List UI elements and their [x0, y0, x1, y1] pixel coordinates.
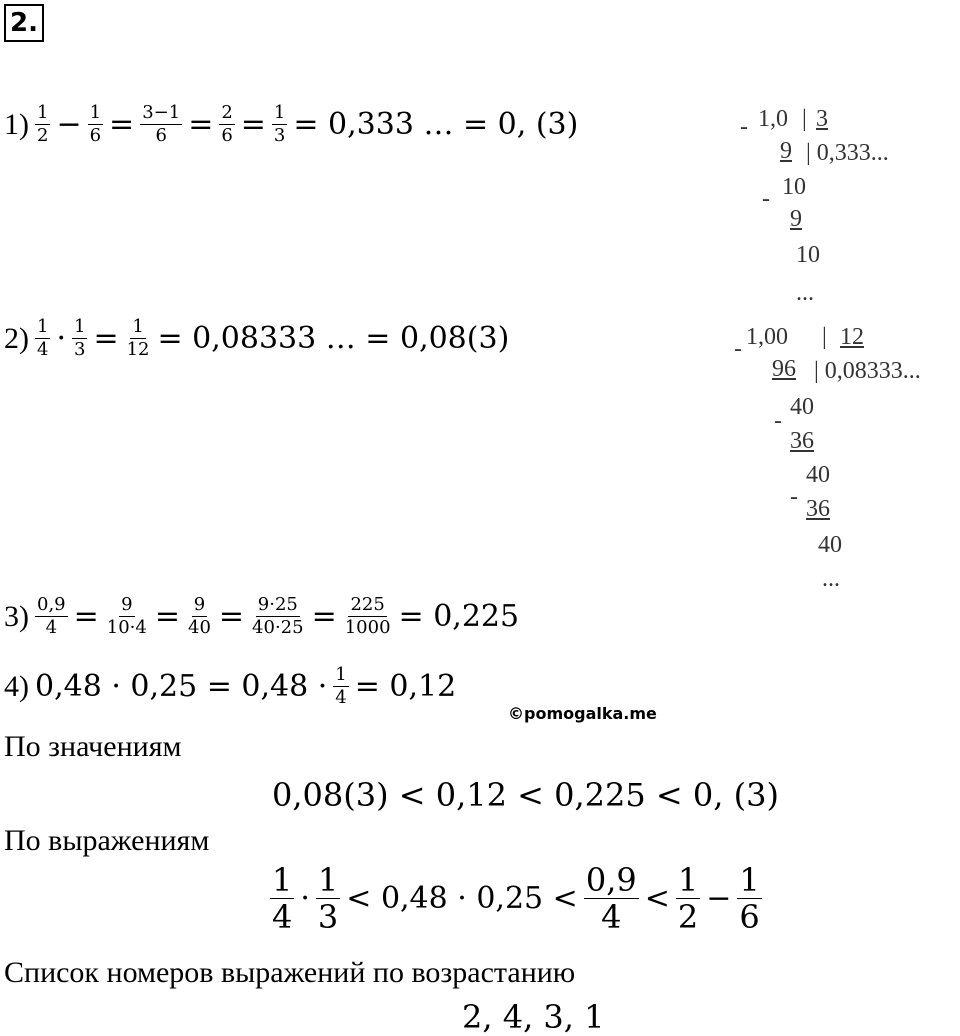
math-operator: = 0,333 … = 0, (3) [293, 107, 579, 142]
div1-bar: | [802, 106, 807, 132]
fraction-denominator: 1000 [344, 617, 391, 638]
fraction [140, 104, 182, 145]
div1-dividend: 1,0 [758, 106, 788, 132]
fraction-denominator: 4 [601, 898, 622, 936]
math-operator: = [311, 599, 337, 634]
fraction [584, 861, 639, 936]
fraction-numerator: 1 [317, 861, 339, 899]
fraction-denominator: 2 [677, 898, 699, 936]
div1-sub1: 9 [780, 138, 792, 164]
fraction-numerator: 1 [273, 102, 286, 123]
item-label: 4) [4, 669, 29, 703]
fraction-numerator: 9·25 [257, 594, 298, 615]
fraction [35, 596, 68, 637]
fraction-numerator: 9 [193, 594, 206, 615]
fraction-denominator: 6 [221, 125, 233, 146]
expression-4 [4, 666, 456, 707]
fraction-numerator: 0,9 [37, 594, 66, 615]
div2-sub3: 36 [806, 496, 830, 522]
div2-divisor: 12 [840, 324, 864, 350]
fraction-numerator: 1 [335, 664, 347, 685]
task-number: 2. [4, 4, 44, 42]
watermark-text: ©pomogalka.me [508, 704, 657, 723]
fraction-numerator: 1 [272, 861, 293, 899]
fraction-denominator: 12 [126, 339, 150, 360]
fraction-numerator: 1 [37, 102, 49, 123]
div1-rem1-minus: - [762, 186, 770, 212]
div2-rem2: 40 [806, 462, 830, 488]
fraction [737, 861, 761, 936]
fraction-numerator: 1 [37, 316, 49, 337]
order-value: 2, 4, 3, 1 [462, 998, 605, 1036]
fraction-numerator: 2 [221, 102, 233, 123]
math-operator: = [93, 321, 119, 356]
fraction-denominator: 3 [317, 898, 339, 936]
fraction [676, 861, 700, 936]
div1-dots: ... [796, 280, 814, 306]
fraction-numerator: 1 [677, 861, 699, 899]
math-operator: = [218, 599, 245, 634]
fraction [125, 318, 152, 359]
fraction-denominator: 6 [739, 898, 760, 936]
fraction-denominator: 6 [155, 125, 167, 146]
by-expressions-expression [270, 861, 762, 936]
fraction-numerator: 0,9 [585, 861, 637, 899]
math-operator: 0,48 · 0,25 = 0,48 · [35, 669, 328, 704]
math-operator: = [73, 599, 99, 634]
fraction [72, 318, 87, 359]
fraction-numerator: 3−1 [142, 102, 181, 123]
div1-minus: - [740, 114, 748, 140]
div2-dots: ... [822, 566, 840, 592]
fraction-numerator: 9 [121, 594, 133, 615]
math-operator: = [188, 107, 214, 142]
div1-rem1: 10 [782, 174, 806, 200]
fraction [333, 666, 348, 707]
fraction-denominator: 10·4 [106, 617, 147, 638]
div2-rem2-minus: - [790, 484, 798, 510]
math-operator: · [300, 881, 310, 916]
fraction-numerator: 225 [350, 594, 385, 615]
div2-quotient: | 0,08333... [814, 358, 921, 384]
item-label: 2) [4, 321, 29, 355]
math-operator: = [240, 107, 266, 142]
fraction [219, 104, 234, 145]
div1-divisor: 3 [816, 106, 828, 132]
fraction [270, 861, 294, 936]
math-operator: < [644, 881, 670, 916]
math-operator: = [154, 599, 180, 634]
expression-3 [4, 596, 519, 637]
fraction-numerator: 1 [89, 102, 102, 123]
div2-rem1: 40 [790, 394, 814, 420]
div2-dividend: 1,00 [746, 324, 788, 350]
div2-rem3: 40 [818, 532, 842, 558]
fraction-numerator: 1 [74, 316, 86, 337]
fraction-numerator: 1 [739, 861, 760, 899]
math-operator: < 0,48 · 0,25 < [346, 881, 578, 916]
item-label: 3) [4, 599, 29, 633]
math-operator: · [56, 321, 66, 356]
math-operator: = [109, 107, 135, 142]
div2-rem1-minus: - [774, 408, 782, 434]
fraction [250, 596, 306, 637]
expression-2 [4, 318, 509, 359]
fraction-denominator: 3 [273, 125, 286, 146]
math-operator: − [706, 881, 732, 916]
fraction [88, 104, 103, 145]
div2-sub1: 96 [772, 356, 796, 382]
fraction-denominator: 40·25 [252, 617, 304, 638]
div1-quotient: | 0,333... [806, 140, 889, 166]
math-operator: = 0,12 [354, 669, 457, 704]
div1-rem2: 10 [796, 242, 820, 268]
by-expressions-heading: По выражениям [4, 824, 210, 857]
by-values-expression: 0,08(3) < 0,12 < 0,225 < 0, (3) [272, 776, 779, 814]
fraction-denominator: 4 [37, 339, 49, 360]
by-values-heading: По значениям [4, 730, 182, 763]
div2-minus: - [734, 336, 742, 362]
fraction [35, 104, 50, 145]
fraction-denominator: 6 [89, 125, 102, 146]
math-operator: = 0,08333 … = 0,08(3) [157, 321, 510, 356]
math-operator: − [56, 107, 82, 142]
div1-sub2: 9 [790, 206, 802, 232]
fraction-numerator: 1 [132, 316, 144, 337]
fraction-denominator: 40 [188, 617, 211, 638]
fraction [343, 596, 393, 637]
fraction [105, 596, 149, 637]
fraction-denominator: 4 [335, 687, 347, 708]
fraction-denominator: 2 [37, 125, 49, 146]
div2-sub2: 36 [790, 428, 814, 454]
item-label: 1) [4, 107, 29, 141]
expression-1 [4, 104, 578, 145]
fraction-denominator: 4 [45, 617, 58, 638]
div2-bar: | [822, 324, 827, 350]
math-operator: = 0,225 [398, 599, 520, 634]
fraction-denominator: 3 [74, 339, 86, 360]
fraction [35, 318, 50, 359]
fraction [316, 861, 340, 936]
fraction-denominator: 4 [272, 898, 293, 936]
fraction [272, 104, 287, 145]
order-heading: Список номеров выражений по возрастанию [4, 956, 576, 989]
fraction [186, 596, 213, 637]
